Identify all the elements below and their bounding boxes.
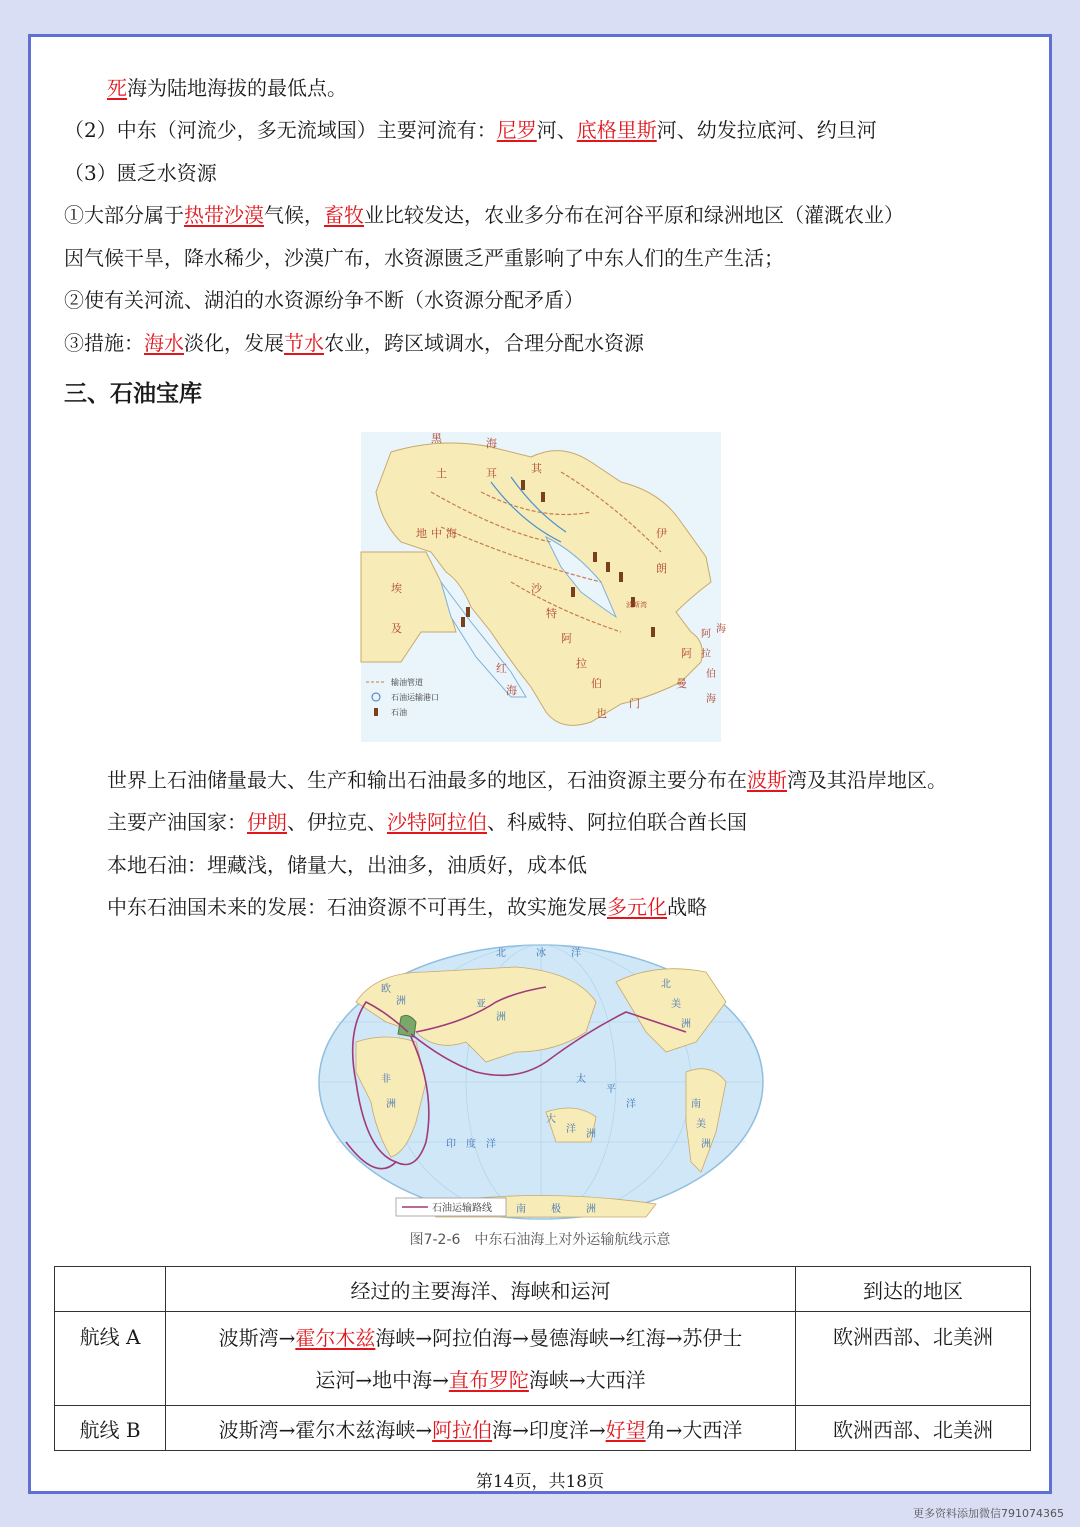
svg-text:伯: 伯 bbox=[706, 669, 716, 680]
svg-text:非: 非 bbox=[381, 1074, 391, 1085]
document-page bbox=[28, 34, 1052, 1494]
table-row bbox=[55, 1406, 1031, 1451]
keyword: 死 bbox=[107, 76, 127, 100]
keyword: 节水 bbox=[284, 331, 324, 355]
svg-text:石油运输港口: 石油运输港口 bbox=[391, 693, 439, 702]
svg-text:洲: 洲 bbox=[496, 1012, 506, 1023]
svg-text:太: 太 bbox=[576, 1074, 586, 1085]
keyword: 多元化 bbox=[607, 895, 667, 919]
svg-text:沙: 沙 bbox=[531, 582, 542, 595]
text-line-oil-region: 世界上石油储量最大、生产和输出石油最多的地区，石油资源主要分布在波斯湾及其沿岸地区。 bbox=[107, 768, 947, 792]
text-line-oil-countries: 主要产油国家：伊朗、伊拉克、沙特阿拉伯、科威特、阿拉伯联合酋长国 bbox=[107, 810, 747, 834]
route-path-cell: 波斯湾→霍尔木兹海峡→阿拉伯海→曼德海峡→红海→苏伊士 运河→地中海→直布罗陀海峡→大西洋 bbox=[166, 1312, 796, 1406]
text-line-dead-sea: 死海为陆地海拔的最低点。 bbox=[107, 76, 347, 100]
svg-text:洋: 洋 bbox=[566, 1124, 576, 1135]
route-path-cell: 波斯湾→霍尔木兹海峡→阿拉伯海→印度洋→好望角→大西洋 bbox=[166, 1406, 796, 1451]
svg-text:石油: 石油 bbox=[391, 708, 407, 717]
svg-text:朗: 朗 bbox=[656, 562, 667, 575]
svg-text:石油运输路线: 石油运输路线 bbox=[432, 1203, 492, 1214]
route-destination-cell: 欧洲西部、北美洲 bbox=[796, 1406, 1031, 1451]
svg-text:洲: 洲 bbox=[701, 1139, 711, 1150]
svg-text:大: 大 bbox=[546, 1114, 556, 1125]
svg-text:南: 南 bbox=[516, 1204, 526, 1215]
shipping-routes-table bbox=[54, 1266, 1031, 1451]
svg-text:拉: 拉 bbox=[701, 649, 711, 660]
text-line-local-oil: 本地石油：埋藏浅，储量大，出油多，油质好，成本低 bbox=[107, 853, 587, 877]
svg-text:也: 也 bbox=[596, 707, 607, 720]
text-line-disputes: ②使有关河流、湖泊的水资源纷争不断（水资源分配矛盾） bbox=[64, 288, 584, 312]
svg-text:红: 红 bbox=[496, 662, 507, 675]
middle-east-oil-map bbox=[361, 432, 726, 742]
svg-text:洋: 洋 bbox=[571, 948, 581, 959]
table-header-cell: 经过的主要海洋、海峡和运河 bbox=[166, 1267, 796, 1312]
keyword: 霍尔木兹 bbox=[295, 1325, 376, 1350]
svg-text:洋: 洋 bbox=[626, 1099, 636, 1110]
svg-text:特: 特 bbox=[546, 607, 557, 620]
text-line-drought: 因气候干旱，降水稀少，沙漠广布，水资源匮乏严重影响了中东人们的生产生活； bbox=[64, 246, 784, 270]
table-row bbox=[55, 1312, 1031, 1406]
svg-text:拉: 拉 bbox=[576, 657, 587, 670]
svg-text:阿: 阿 bbox=[561, 632, 572, 645]
svg-text:洋: 洋 bbox=[486, 1139, 496, 1150]
svg-text:洲: 洲 bbox=[586, 1129, 596, 1140]
route-destination-cell: 欧洲西部、北美洲 bbox=[796, 1312, 1031, 1406]
svg-text:土: 土 bbox=[436, 467, 447, 480]
text-line-rivers: （2）中东（河流少，多无流域国）主要河流有：尼罗河、底格里斯河、幼发拉底河、约旦河 bbox=[64, 118, 877, 142]
svg-text:中: 中 bbox=[431, 527, 442, 540]
keyword: 伊朗 bbox=[247, 810, 287, 834]
svg-text:海: 海 bbox=[716, 624, 726, 635]
svg-text:洲: 洲 bbox=[386, 1099, 396, 1110]
svg-text:埃: 埃 bbox=[391, 582, 402, 595]
svg-text:地: 地 bbox=[416, 527, 427, 540]
svg-text:及: 及 bbox=[391, 622, 402, 635]
route-name-cell: 航线 A bbox=[55, 1312, 166, 1406]
figure-caption: 图7-2-6 中东石油海上对外运输航线示意 bbox=[409, 1232, 671, 1248]
page-number: 第14页，共18页 bbox=[475, 1472, 605, 1492]
keyword: 热带沙漠 bbox=[184, 203, 264, 227]
keyword: 波斯 bbox=[747, 768, 787, 792]
svg-text:极: 极 bbox=[551, 1204, 561, 1215]
keyword: 阿拉伯 bbox=[432, 1417, 493, 1442]
svg-text:洲: 洲 bbox=[681, 1019, 691, 1030]
svg-text:南: 南 bbox=[691, 1099, 701, 1110]
svg-text:黑: 黑 bbox=[431, 432, 442, 445]
svg-text:其: 其 bbox=[531, 462, 542, 475]
keyword: 沙特阿拉伯 bbox=[387, 810, 487, 834]
table-header-cell: 到达的地区 bbox=[796, 1267, 1031, 1312]
svg-text:伯: 伯 bbox=[591, 677, 602, 690]
svg-text:冰: 冰 bbox=[536, 948, 546, 959]
svg-text:北: 北 bbox=[661, 979, 671, 990]
svg-text:海: 海 bbox=[446, 527, 457, 540]
svg-text:海: 海 bbox=[506, 684, 517, 697]
svg-text:波斯湾: 波斯湾 bbox=[626, 601, 647, 609]
table-header-cell bbox=[55, 1267, 166, 1312]
svg-text:海: 海 bbox=[486, 437, 497, 450]
svg-text:曼: 曼 bbox=[676, 677, 687, 690]
svg-text:欧: 欧 bbox=[381, 984, 391, 995]
svg-text:平: 平 bbox=[606, 1084, 616, 1095]
svg-text:度: 度 bbox=[466, 1139, 476, 1150]
watermark: 更多资料添加微信791074365 bbox=[913, 1507, 1064, 1520]
svg-text:门: 门 bbox=[629, 697, 640, 710]
oil-legend-icon bbox=[374, 708, 378, 716]
text-line-future: 中东石油国未来的发展：石油资源不可再生，故实施发展多元化战略 bbox=[107, 895, 707, 919]
keyword: 直布罗陀 bbox=[448, 1367, 529, 1392]
svg-text:阿: 阿 bbox=[681, 647, 692, 660]
keyword: 海水 bbox=[144, 331, 184, 355]
world-oil-routes-map bbox=[316, 942, 766, 1222]
svg-text:美: 美 bbox=[671, 999, 681, 1010]
table-header-row bbox=[55, 1267, 1031, 1312]
text-line-measures: ③措施：海水淡化，发展节水农业，跨区域调水，合理分配水资源 bbox=[64, 331, 644, 355]
svg-text:美: 美 bbox=[696, 1119, 706, 1130]
svg-text:耳: 耳 bbox=[486, 467, 497, 480]
svg-text:阿: 阿 bbox=[701, 629, 711, 640]
keyword: 畜牧 bbox=[324, 203, 364, 227]
svg-text:输油管道: 输油管道 bbox=[391, 678, 423, 687]
svg-text:伊: 伊 bbox=[656, 527, 667, 540]
svg-text:洲: 洲 bbox=[586, 1204, 596, 1215]
section-heading: 三、石油宝库 bbox=[64, 381, 202, 407]
keyword: 底格里斯 bbox=[576, 118, 657, 142]
keyword: 尼罗 bbox=[496, 118, 537, 142]
route-name-cell: 航线 B bbox=[55, 1406, 166, 1451]
text-line-water-heading: （3）匮乏水资源 bbox=[64, 161, 217, 185]
svg-text:北: 北 bbox=[496, 948, 506, 959]
keyword: 好望 bbox=[605, 1417, 646, 1442]
svg-text:印: 印 bbox=[446, 1139, 456, 1150]
svg-text:洲: 洲 bbox=[396, 996, 406, 1007]
text-line-climate: ①大部分属于热带沙漠气候，畜牧业比较发达，农业多分布在河谷平原和绿洲地区（灌溉农业） bbox=[64, 203, 904, 227]
svg-text:海: 海 bbox=[706, 694, 716, 705]
world-map-legend bbox=[396, 1198, 506, 1216]
svg-text:亚: 亚 bbox=[476, 999, 486, 1010]
